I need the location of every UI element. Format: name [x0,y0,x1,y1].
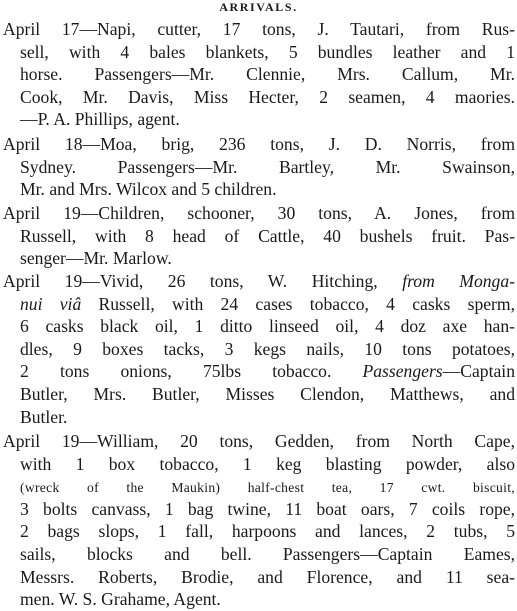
text-segment: men. W. S. Grahame, Agent. [20,589,221,610]
text-line [3,383,515,406]
text-segment: nui [20,293,60,314]
arrival-entry-moa [3,133,515,201]
text-segment: sell, with 4 bales blankets, 5 bundles leather and 1 [20,41,515,62]
text-line [3,520,515,543]
text-line [3,498,515,521]
text-segment: April 19—Children, schooner, 30 tons, A. Jones, from [3,203,515,223]
text-segment: —Captain [442,361,515,382]
text-line [3,133,515,156]
text-line [3,430,515,453]
text-line [3,360,515,383]
text-segment: Butler. [20,406,68,427]
text-line [3,18,515,41]
text-line [3,270,515,293]
arrival-entry-vivid [3,270,515,428]
text-segment: Cook, Mr. Davis, Miss Hecter, 2 seamen, 4 maories. [20,86,515,107]
text-segment: 6 casks black oil, 1 ditto linseed oil, 4 doz axe han- [20,316,515,337]
text-line [3,338,515,361]
text-line [3,86,515,109]
text-line [3,566,515,589]
text-line [3,247,515,270]
text-segment: April 19—William, 20 tons, Gedden, from North Cape, [3,431,515,451]
text-segment: 2 tons onions, 75lbs tobacco. [20,361,363,382]
text-line [3,406,515,429]
text-segment: Mr. and Mrs. Wilcox and 5 children. [20,179,277,200]
text-segment: April 17—Napi, cutter, 17 tons, J. Tautari, from Rus- [3,19,515,39]
text-line [3,293,515,316]
text-line [3,178,515,201]
text-line [3,588,515,611]
text-line [3,108,515,131]
arrival-entry-william [3,430,515,611]
text-segment: April 18—Moa, brig, 236 tons, J. D. Norris, from [3,134,515,154]
text-segment: senger—Mr. Marlow. [20,248,172,269]
arrival-entry-children [3,202,515,270]
text-segment: horse. Passengers—Mr. Clennie, Mrs. Callum, Mr. [20,64,515,85]
text-segment: Sydney. Passengers—Mr. Bartley, Mr. Swainson, [20,156,515,177]
text-line [3,225,515,248]
text-segment: viâ [59,293,82,314]
text-segment: April 19—Vivid, 26 tons, W. Hitching, [3,271,403,291]
text-line [3,202,515,225]
text-segment: Passengers [362,361,443,382]
text-segment: Messrs. Roberts, Brodie, and Florence, and 11 sea- [20,566,515,587]
text-segment: Butler, Mrs. Butler, Misses Clendon, Matthews, and [20,383,515,404]
text-line [3,475,515,498]
arrival-entry-napi [3,18,515,131]
text-segment: dles, 9 boxes tacks, 3 kegs nails, 10 tons potatoes, [20,338,515,359]
text-segment: Russell, with 8 head of Cattle, 40 bushels fruit. Pas- [20,225,515,246]
text-line [3,156,515,179]
text-segment: 2 bags slops, 1 fall, harpoons and lances, 2 tubs, 5 [20,521,515,542]
section-heading: ARRIVALS. [219,0,298,14]
text-line [3,315,515,338]
text-segment: 3 bolts canvass, 1 bag twine, 11 boat oars, 7 coils rope, [20,498,515,519]
text-line [3,543,515,566]
text-line [3,41,515,64]
text-segment: (wreck of the Maukin) half-chest tea, 17 cwt. biscuit, [20,480,515,496]
text-segment: —P. A. Phillips, agent. [20,109,180,130]
text-segment: Russell, with 24 cases tobacco, 4 casks sperm, [81,293,515,314]
text-line [3,63,515,86]
text-segment: sails, blocks and bell. Passengers—Captain Eames, [20,543,515,564]
text-line [3,453,515,476]
text-segment: with 1 box tobacco, 1 keg blasting powder, also [20,453,515,474]
text-segment: from Monga- [402,271,516,291]
